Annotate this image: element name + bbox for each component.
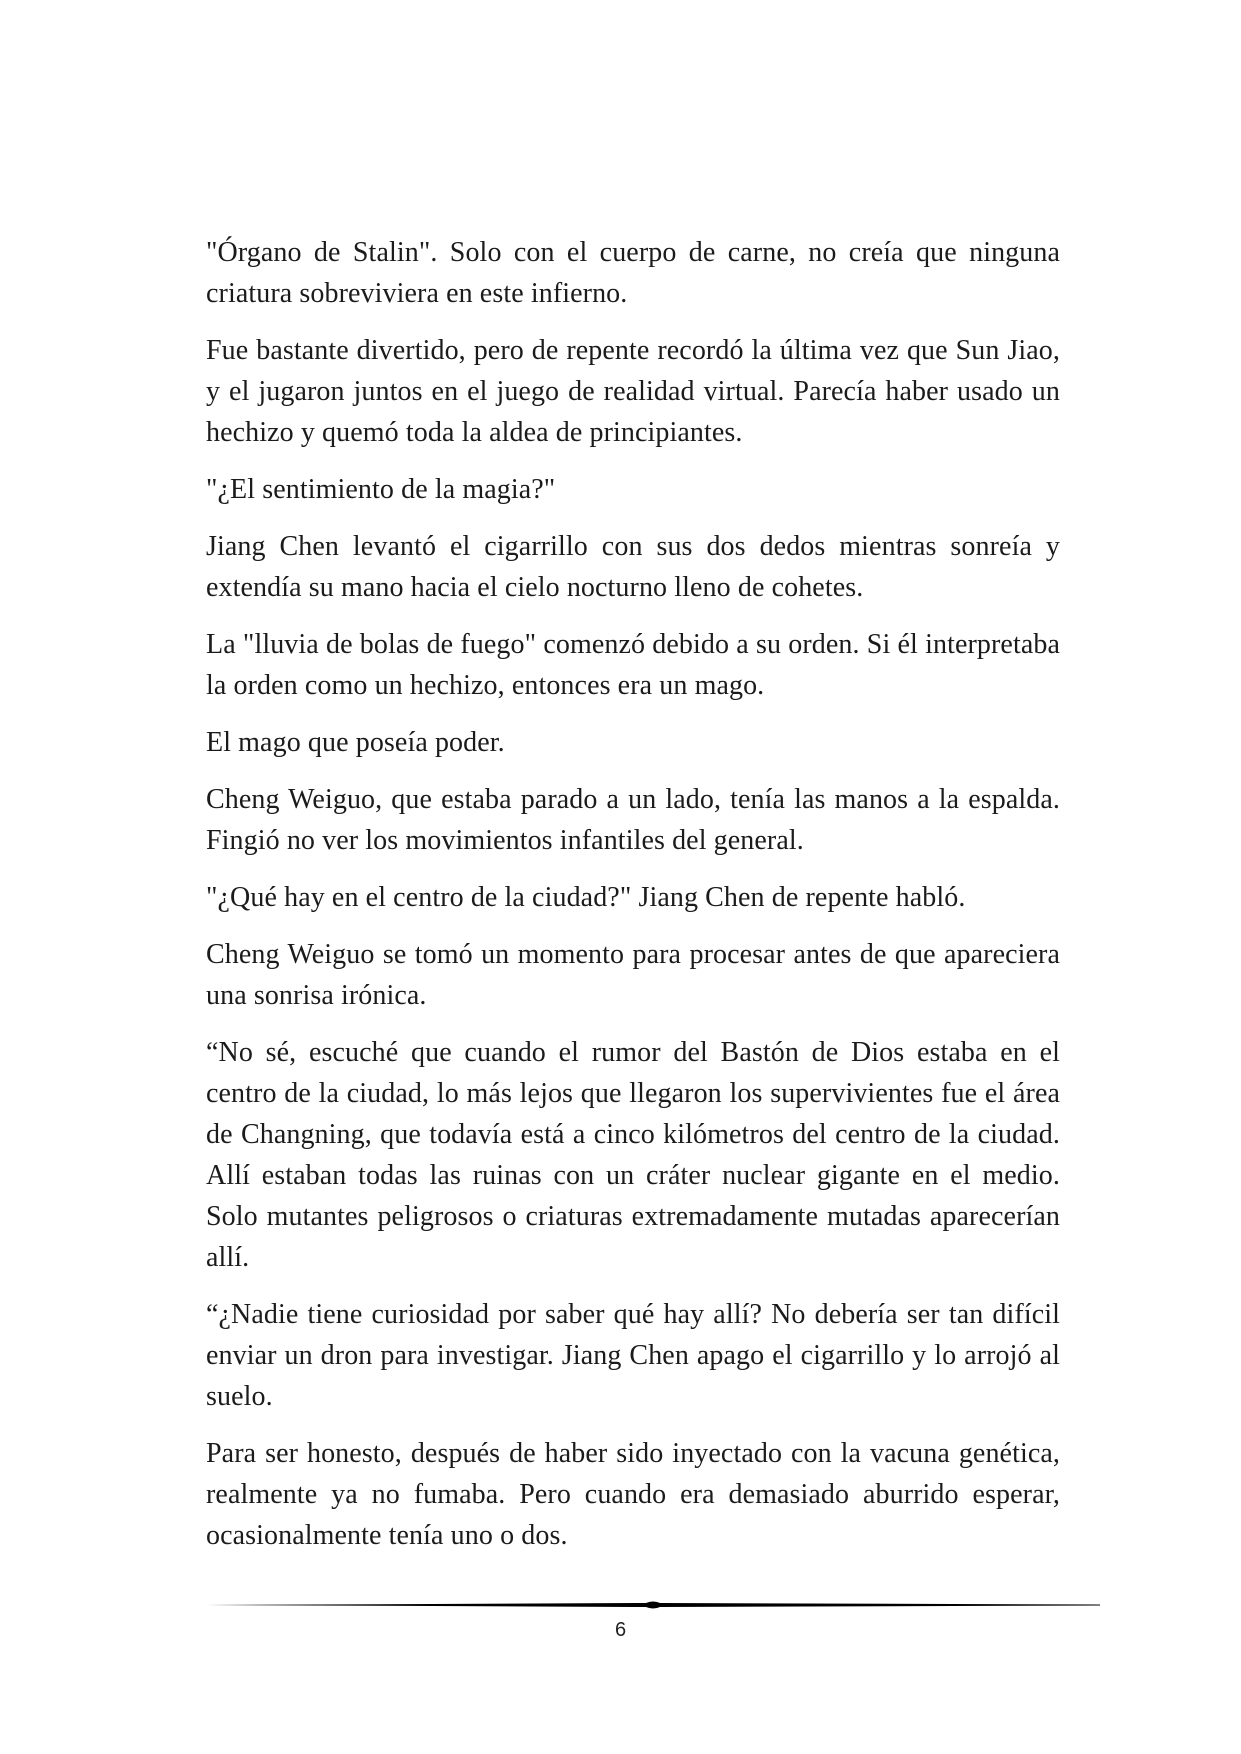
paragraph: "¿El sentimiento de la magia?"	[206, 474, 556, 505]
paragraph: "¿Qué hay en el centro de la ciudad?" Jiang Chen de repente habló.	[206, 882, 966, 913]
paragraph: Cheng Weiguo, que estaba parado a un lado, tenía las manos a la espalda. Fingió no ver los movimientos infantiles del general.	[206, 784, 1060, 856]
paragraph: El mago que poseía poder.	[206, 727, 505, 758]
footer-divider	[206, 1599, 1100, 1611]
paragraph: Cheng Weiguo se tomó un momento para procesar antes de que apareciera una sonrisa irónica.	[206, 939, 1060, 1011]
paragraph: “¿Nadie tiene curiosidad por saber qué hay allí? No debería ser tan difícil enviar un dron para investigar. Jiang Chen apago el cigarrillo y lo arrojó al suelo.	[206, 1299, 1060, 1412]
paragraph: "Órgano de Stalin". Solo con el cuerpo de carne, no creía que ninguna criatura sobreviviera en este infierno.	[206, 237, 1060, 309]
paragraph: “No sé, escuché que cuando el rumor del Bastón de Dios estaba en el centro de la ciudad, lo más lejos que llegaron los supervivientes fue el área de Changning, que todavía está a cinco kilómetros del centro de la ciudad. Allí estaban todas las ruinas con un cráter nuclear gigante en el medio. Solo mutantes peligrosos o criaturas extremadamente mutadas aparecerían allí.	[206, 1037, 1060, 1273]
paragraph: La "lluvia de bolas de fuego" comenzó debido a su orden. Si él interpretaba la orden como un hechizo, entonces era un mago.	[206, 629, 1060, 701]
body-text	[206, 232, 1060, 1572]
paragraph: Fue bastante divertido, pero de repente recordó la última vez que Sun Jiao, y el jugaron juntos en el juego de realidad virtual. Parecía haber usado un hechizo y quemó toda la aldea de principiantes.	[206, 335, 1060, 448]
paragraph: Para ser honesto, después de haber sido inyectado con la vacuna genética, realmente ya no fumaba. Pero cuando era demasiado aburrido esperar, ocasionalmente tenía uno o dos.	[206, 1438, 1060, 1551]
page-number: 6	[614, 1619, 627, 1641]
paragraph: Jiang Chen levantó el cigarrillo con sus dos dedos mientras sonreía y extendía su mano hacia el cielo nocturno lleno de cohetes.	[206, 531, 1060, 603]
